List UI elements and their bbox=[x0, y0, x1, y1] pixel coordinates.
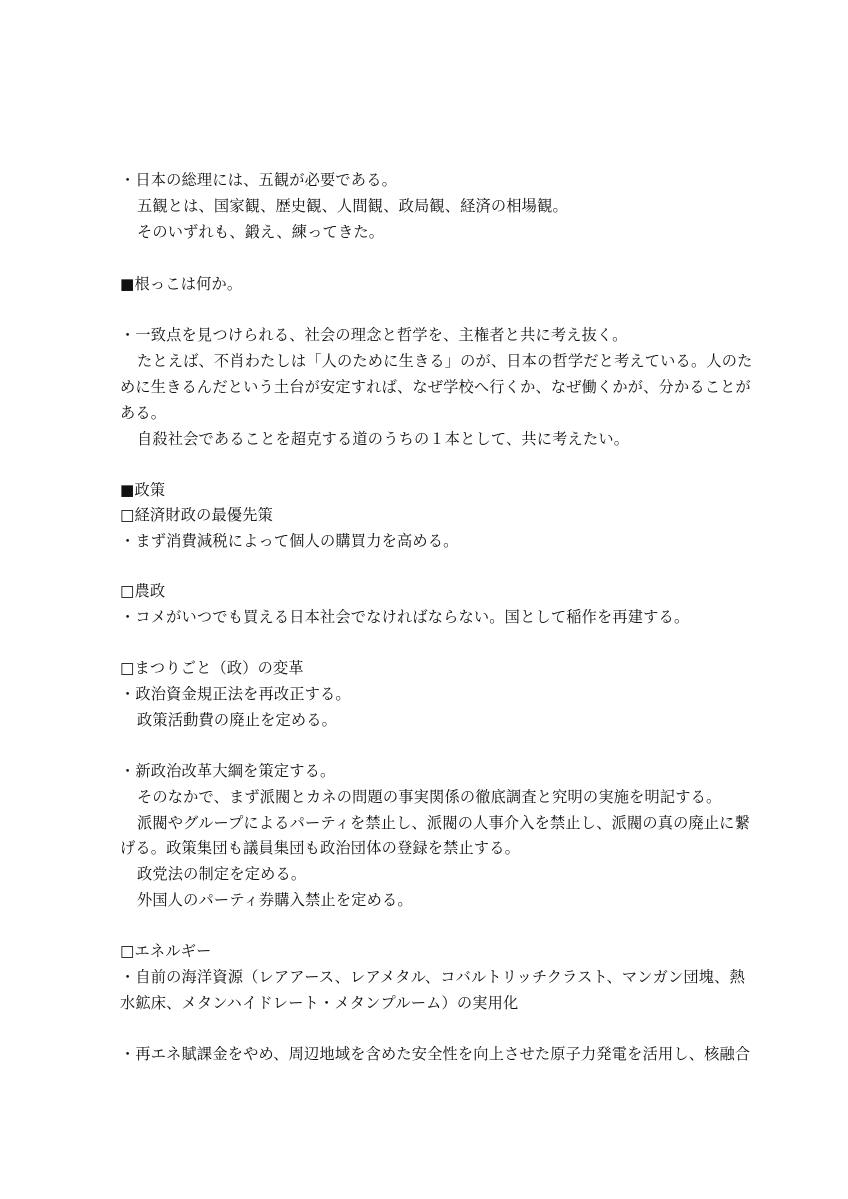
governance-line: 派閥やグループによるパーティを禁止し、派閥の人事介入を禁止し、派閥の真の廃止に繋 bbox=[137, 814, 751, 832]
intro-line: そのいずれも、鍛え、練ってきた。 bbox=[137, 223, 385, 241]
governance-line: げる。政策集団も議員集団も政治団体の登録を禁止する。 bbox=[120, 839, 521, 857]
subheading-agriculture: □農政 bbox=[120, 582, 166, 600]
energy-bullet: ・再エネ賦課金をやめ、周辺地域を含めた安全性を向上させた原子力発電を活用し、核融合 bbox=[120, 1045, 751, 1063]
subheading-governance: □まつりごと（政）の変革 bbox=[120, 659, 304, 677]
subheading-economy: □経済財政の最優先策 bbox=[120, 506, 274, 524]
governance-bullet: ・新政治改革大綱を策定する。 bbox=[120, 762, 336, 780]
energy-bullet: ・自前の海洋資源（レアアース、レアメタル、コバルトリッチクラスト、マンガン団塊、熱 bbox=[120, 968, 745, 986]
governance-bullet: ・政治資金規正法を再改正する。 bbox=[120, 685, 351, 703]
roots-paragraph-line: 自殺社会であることを超克する道のうちの１本として、共に考えたい。 bbox=[137, 430, 630, 448]
intro-bullet: ・日本の総理には、五観が必要である。 bbox=[120, 171, 397, 189]
section-heading-policy: ■政策 bbox=[120, 481, 166, 499]
section-heading-roots: ■根っこは何か。 bbox=[120, 275, 243, 293]
governance-line: 政策活動費の廃止を定める。 bbox=[137, 711, 338, 729]
roots-paragraph-line: たとえば、不肖わたしは「人のために生きる」のが、日本の哲学だと考えている。人のた bbox=[137, 352, 753, 370]
governance-line: そのなかで、まず派閥とカネの問題の事実関係の徹底調査と究明の実施を明記する。 bbox=[137, 788, 722, 806]
subheading-energy: □エネルギー bbox=[120, 942, 212, 960]
energy-line: 水鉱床、メタンハイドレート・メタンプルーム）の実用化 bbox=[120, 994, 519, 1012]
governance-line: 政党法の制定を定める。 bbox=[137, 865, 307, 883]
roots-paragraph-line: ある。 bbox=[120, 404, 167, 422]
governance-line: 外国人のパーティ券購入禁止を定める。 bbox=[137, 891, 413, 909]
economy-bullet: ・まず消費減税によって個人の購買力を高める。 bbox=[120, 532, 459, 550]
roots-paragraph-line: めに生きるんだという土台が安定すれば、なぜ学校へ行くか、なぜ働くかが、分かることが bbox=[120, 378, 751, 396]
intro-line: 五観とは、国家観、歴史観、人間観、政局観、経済の相場観。 bbox=[137, 197, 568, 215]
roots-bullet: ・一致点を見つけられる、社会の理念と哲学を、主権者と共に考え抜く。 bbox=[120, 326, 628, 344]
agriculture-bullet: ・コメがいつでも買える日本社会でなければならない。国として稲作を再建する。 bbox=[120, 608, 690, 626]
